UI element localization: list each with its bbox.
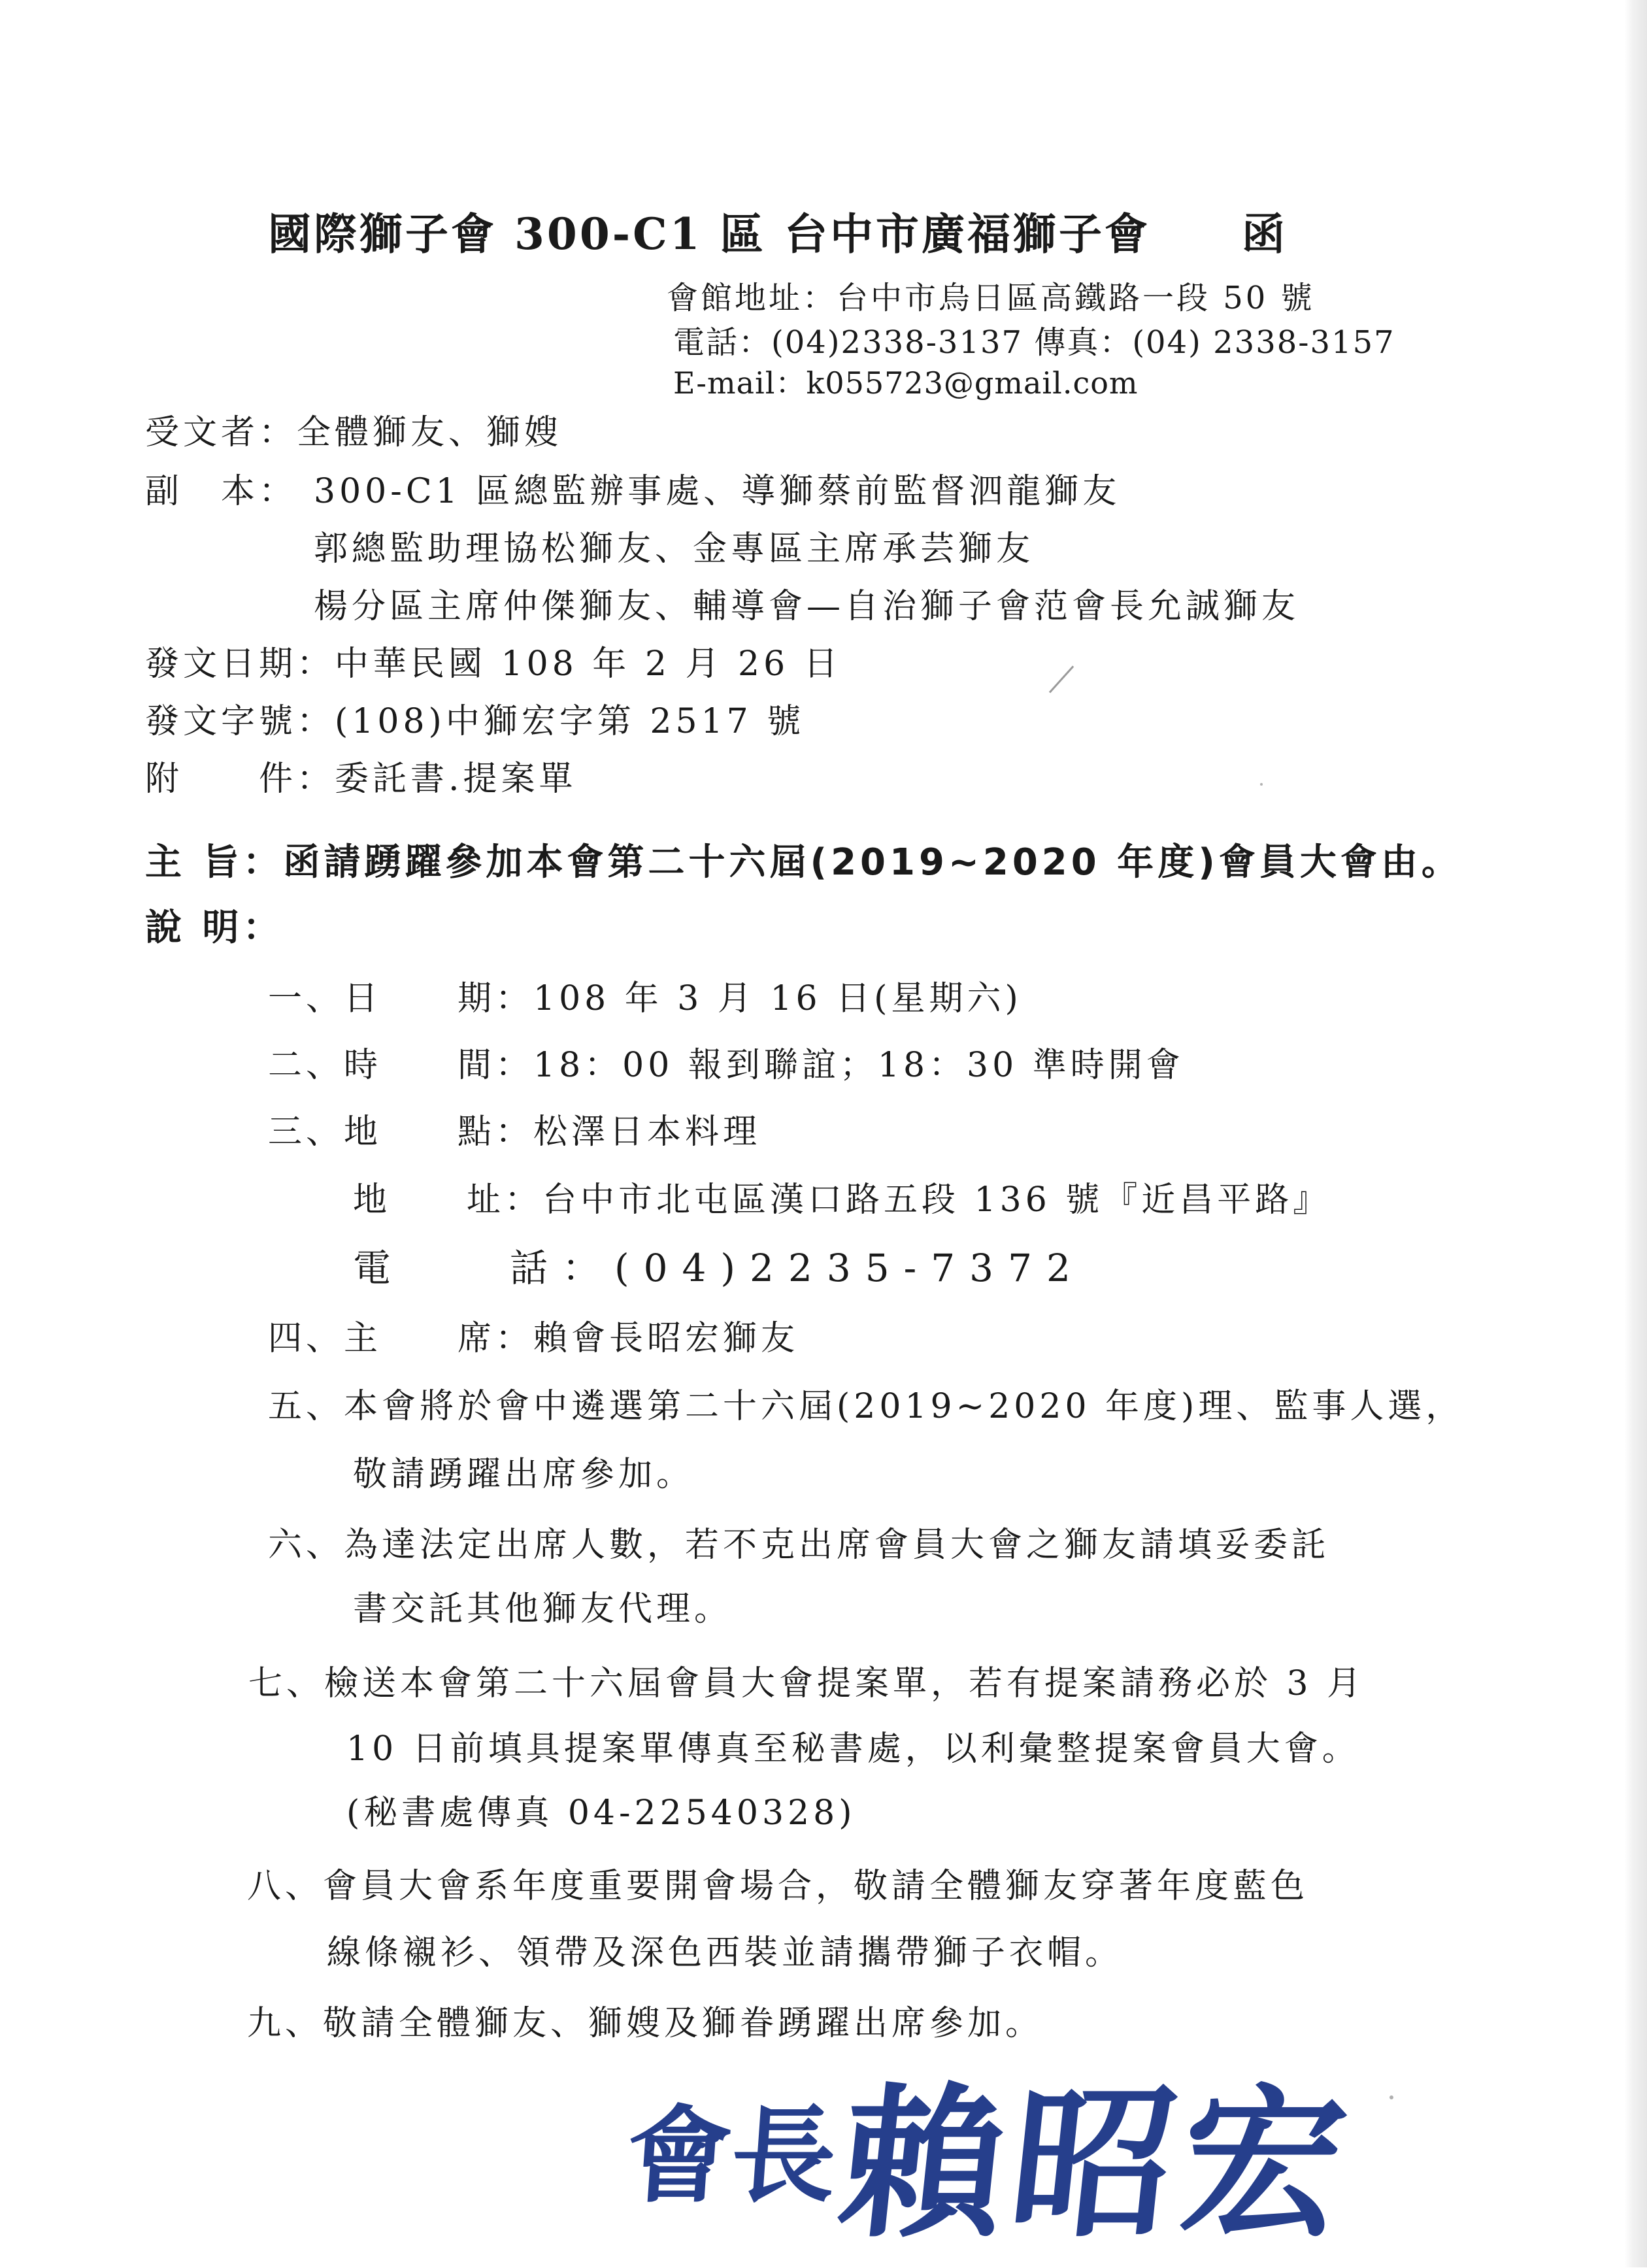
item-5-line-2: 敬請踴躍出席參加。 bbox=[353, 1455, 695, 1494]
subject: 主 旨：函請踴躍參加本會第二十六屆(2019~2020 年度)會員大會由。 bbox=[145, 841, 1462, 884]
attachment: 附 件：委託書.提案單 bbox=[145, 759, 577, 799]
doc-type: 函 bbox=[1242, 208, 1288, 259]
item-8-line-1: 八、會員大會系年度重要開會場合，敬請全體獅友穿著年度藍色 bbox=[247, 1867, 1309, 1906]
stamp-name: 賴昭宏 bbox=[831, 2067, 1362, 2260]
item-7-line-1: 七、檢送本會第二十六屆會員大會提案單，若有提案請務必於 3 月 bbox=[248, 1664, 1365, 1703]
item-6-line-1: 六、為達法定出席人數，若不克出席會員大會之獅友請填妥委託 bbox=[268, 1526, 1330, 1565]
club-name: 台中市廣福獅子會 bbox=[784, 208, 1150, 259]
recipient: 受文者：全體獅友、獅嫂 bbox=[145, 413, 563, 452]
item-chair: 四、主 席：賴會長昭宏獅友 bbox=[268, 1319, 799, 1358]
cc-label: 副 本： bbox=[145, 472, 297, 511]
item-5-line-1: 五、本會將於會中遴選第二十六屆(2019~2020 年度)理、監事人選， bbox=[268, 1387, 1464, 1426]
club-address: 會館地址：台中市烏日區高鐵路一段 50 號 bbox=[667, 280, 1315, 316]
scan-speck bbox=[1389, 2095, 1393, 2099]
item-time: 二、時 間：18：00 報到聯誼；18：30 準時開會 bbox=[268, 1046, 1184, 1085]
item-venue-address: 地 址：台中市北屯區漢口路五段 136 號『近昌平路』 bbox=[353, 1180, 1331, 1220]
org-name: 國際獅子會 300-C1 區 bbox=[268, 208, 766, 259]
cc-line-3: 楊分區主席仲傑獅友、輔導會—自治獅子會范會長允誠獅友 bbox=[314, 587, 1300, 626]
item-venue-phone: 電 話：(04)2235-7372 bbox=[353, 1246, 1085, 1290]
president-stamp bbox=[622, 2033, 1362, 2260]
item-venue: 三、地 點：松澤日本料理 bbox=[268, 1112, 761, 1152]
stamp-title: 會長 bbox=[622, 2094, 840, 2217]
explain-label: 說 明： bbox=[145, 907, 284, 949]
item-8-line-2: 線條襯衫、領帶及深色西裝並請攜帶獅子衣帽。 bbox=[327, 1933, 1123, 1973]
item-7-line-3: (秘書處傳真 04-22540328) bbox=[346, 1793, 856, 1833]
stray-pen-mark bbox=[1049, 665, 1074, 693]
issue-date: 發文日期：中華民國 108 年 2 月 26 日 bbox=[145, 644, 842, 684]
club-email: E-mail：k055723@gmail.com bbox=[673, 365, 1139, 401]
scan-speck bbox=[1260, 783, 1263, 786]
cc-line-1: 300-C1 區總監辦事處、導獅蔡前監督泗龍獅友 bbox=[314, 472, 1121, 511]
club-phone-fax: 電話：(04)2338-3137 傳真：(04) 2338-3157 bbox=[673, 324, 1395, 361]
reference-number: 發文字號：(108)中獅宏字第 2517 號 bbox=[145, 702, 805, 741]
item-7-line-2: 10 日前填具提案單傳真至秘書處，以利彙整提案會員大會。 bbox=[346, 1729, 1360, 1769]
item-date: 一、日 期：108 年 3 月 16 日(星期六) bbox=[268, 979, 1022, 1018]
scan-edge bbox=[1625, 0, 1647, 2267]
item-6-line-2: 書交託其他獅友代理。 bbox=[353, 1590, 733, 1629]
cc-line-2: 郭總監助理協松獅友、金專區主席承芸獅友 bbox=[314, 529, 1035, 569]
item-9: 九、敬請全體獅友、獅嫂及獅眷踴躍出席參加。 bbox=[247, 2004, 1044, 2043]
